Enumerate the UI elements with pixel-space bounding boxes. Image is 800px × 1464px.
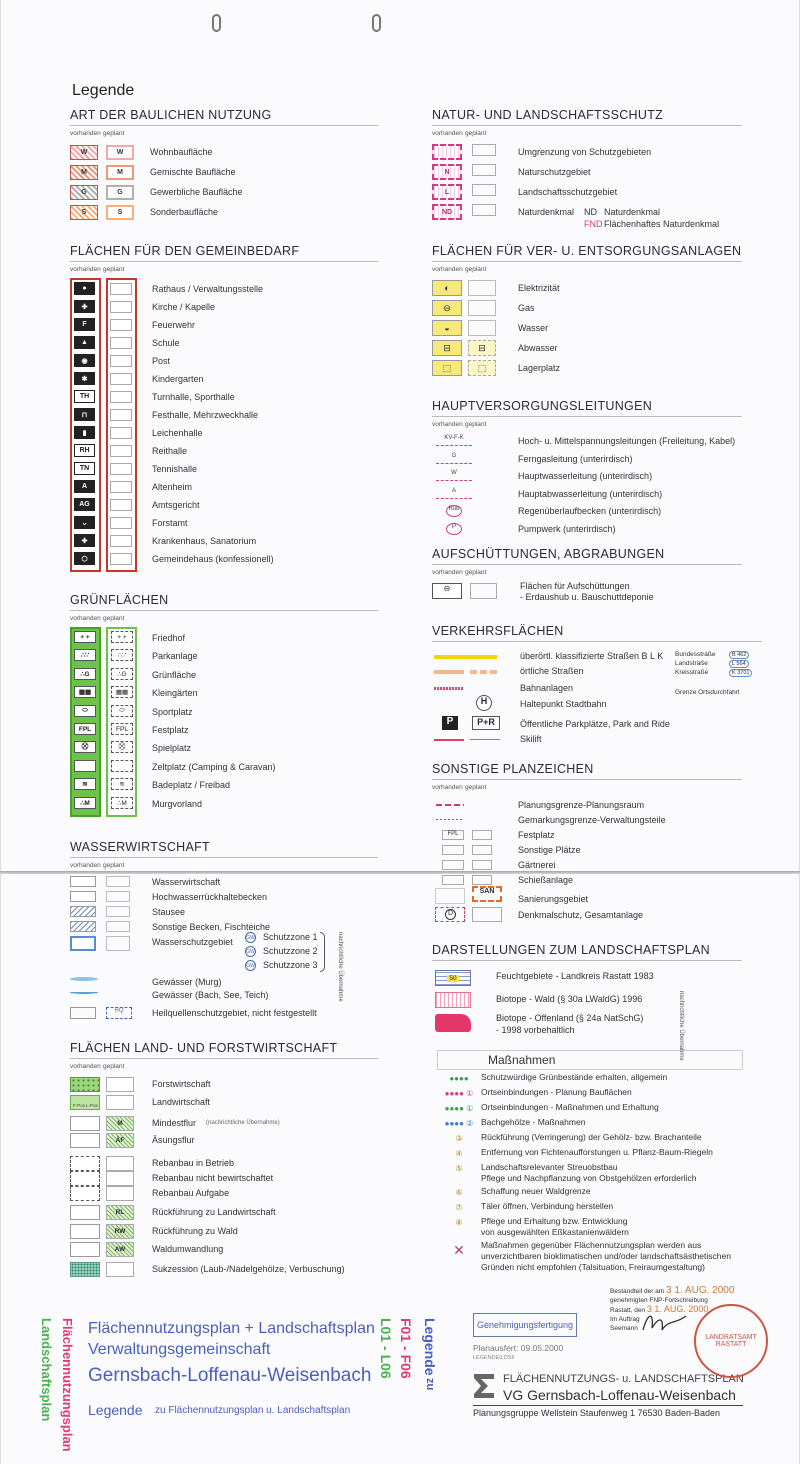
gruen-icon: FPL <box>74 723 96 735</box>
leitung-label: Hauptwasserleitung (unterirdisch) <box>518 471 653 481</box>
legend-title: Legende <box>72 82 135 99</box>
deponie-icon: ⊖ <box>432 583 462 599</box>
landforst-swatch-planned: AW <box>106 1242 134 1257</box>
wasser-label: Sonstige Becken, Fischteiche <box>152 922 271 932</box>
gemeinbedarf-label: Kirche / Kapelle <box>152 302 216 312</box>
wasser-swatch-existing <box>70 891 96 902</box>
landforst-label: Forstwirtschaft <box>152 1079 211 1089</box>
massnahme-row <box>437 1102 743 1116</box>
landforst-swatch-existing <box>70 1077 100 1092</box>
versorgung-label: Elektrizität <box>518 283 560 293</box>
landforst-swatch-existing <box>70 1262 100 1277</box>
bauliche-swatch-planned: M <box>106 165 134 180</box>
gruen-label: Grünfläche <box>152 669 197 680</box>
sonstige-label: Sanierungsgebiet <box>518 894 589 904</box>
gemeinbedarf-icon: ◉ <box>74 354 95 367</box>
versorgung-icon: ◒ <box>432 320 462 336</box>
massnahme-symbol: ●●●● ① <box>444 1103 474 1113</box>
section-darstellungen: DARSTELLUNGEN ZUM LANDSCHAFTSPLAN 50 Feuchtgebiete - Landkreis Rastatt 1983 Biotope - Wald (§ 30a LWaldG) 1996 Biotope - Offenland (§ 24a NatSchG) - 1998 vorbehaltlich nachrichtliche Übernahme <box>432 943 742 1043</box>
landforst-label: Rückführung zu Wald <box>152 1226 238 1236</box>
gemeinbedarf-icon: ✚ <box>74 300 95 313</box>
massnahme-label: Landschaftsrelevanter Streuobstbau Pflege und Nachpflanzung von Obstgehölzen erforderlich <box>481 1162 697 1183</box>
punch-hole-right <box>372 14 381 32</box>
bauliche-row <box>70 202 378 222</box>
bauliche-swatch-existing: G <box>70 185 98 200</box>
landforst-swatch-existing <box>70 1205 100 1220</box>
sonstige-label: Sonstige Plätze <box>518 845 581 855</box>
landforst-swatch-planned: ÄF <box>106 1133 134 1148</box>
gruen-icon: + + <box>74 631 96 643</box>
section-gemeinbedarf: FLÄCHEN FÜR DEN GEMEINBEDARF vorhanden geplant ● Rathaus / Verwaltungsstelle ✚ Kirche / Kapelle F Feuerwehr ▲ Schule ◉ Post ✱ Kindergarten TH Turnhalle, Sporthalle ⊓ Festhalle, Mehrzweckhalle ▮ Leichenhalle RH Reithalle TN Tennishalle A Altenheim AG Amtsgericht ⌄ Forstamt ✚ Krankenhaus, Sanatorium ⬡ Gemeindehaus (konfessionell) <box>70 244 378 574</box>
landforst-swatch-planned: RL <box>106 1205 134 1220</box>
gruen-icon: ⛒ <box>74 741 96 753</box>
gemeinbedarf-label: Forstamt <box>152 518 188 528</box>
approval-stamp: Bestandteil der am 3 1. AUG. 2000 genehmigten FNP-Fortschreibung Rastatt, den 3 1. AUG. 2000 Im Auftrag Seemann <box>610 1285 735 1332</box>
footer-vert-legende: Legende <box>422 1318 438 1376</box>
official-seal: LANDRATSAMT RASTATT <box>694 1304 768 1378</box>
road-local <box>434 670 464 674</box>
wasser-swatch-existing <box>70 906 96 917</box>
leitung-symbol: A <box>436 488 472 499</box>
landforst-swatch-existing <box>70 1116 100 1131</box>
section-title: GRÜNFLÄCHEN <box>70 593 378 611</box>
versorgung-icon: ⊟ <box>432 340 462 356</box>
road-code-badge: K 3701 <box>729 669 752 677</box>
gemeinbedarf-label: Festhalle, Mehrzweckhalle <box>152 410 259 420</box>
schutzzone-label: Schutzzone 3 <box>263 960 318 970</box>
gemeinbedarf-icon: ⌄ <box>74 516 95 529</box>
section-title: VERKEHRSFLÄCHEN <box>432 624 762 642</box>
gemeinbedarf-label: Amtsgericht <box>152 500 200 510</box>
massnahme-row <box>437 1117 743 1131</box>
massnahme-row <box>437 1132 743 1146</box>
footer-vert-fnp: Flächennutzungsplan <box>60 1318 75 1452</box>
sonstige-label: Denkmalschutz, Gesamtanlage <box>518 910 644 920</box>
denkmal-icon: D <box>445 909 456 920</box>
gruen-icon-planned: ⬭ <box>111 705 133 717</box>
gemeinbedarf-icon: ✱ <box>74 372 95 385</box>
gruen-icon: ▦▦ <box>74 686 96 698</box>
sonstige-label: Planungsgrenze-Planungsraum <box>518 800 645 810</box>
gemeinbedarf-icon: RH <box>74 444 95 457</box>
massnahme-label: Rückführung (Verringerung) der Gehölz- bzw. Brachanteile <box>481 1132 702 1142</box>
gemeinbedarf-icon: ⬡ <box>74 552 95 565</box>
versorgung-label: Lagerplatz <box>518 363 561 373</box>
section-wasser: WASSERWIRTSCHAFT vorhanden geplant Wasserwirtschaft Hochwasserrückhaltebecken Stausee Sonstige Becken, Fischteiche Wasserschutzgebiet GW Schutzzone 1 GW Schutzzone 2 GW Schutzzone 3 Gewässer (Murg) Gewässer (Bach, See, Teich) HQ Heilquellenschutzgebiet, nicht festgestellt <box>70 840 378 1024</box>
gemeinbedarf-label: Post <box>152 356 171 366</box>
massnahme-symbol: ✕ <box>453 1241 465 1258</box>
feucht-swatch: 50 <box>435 970 471 986</box>
landforst-label: Rebanbau nicht bewirtschaftet <box>152 1173 274 1183</box>
gruen-label: Murgvorland <box>152 798 203 809</box>
san-icon: SAN <box>472 886 502 902</box>
natur-swatch: ND <box>432 204 462 220</box>
massnahme-symbol: ●●●● <box>449 1073 469 1083</box>
natur-swatch: L <box>432 184 462 200</box>
gruen-label: Badeplatz / Freibad <box>152 780 231 791</box>
sonstige-label: Gemarkungsgrenze-Verwaltungsteile <box>518 815 666 825</box>
vg-title: VG Gernsbach-Loffenau-Weisenbach <box>503 1387 736 1403</box>
biotope-offenland-swatch <box>435 1014 471 1032</box>
gruen-icon: ≋ <box>74 778 96 790</box>
landforst-label: Rückführung zu Landwirtschaft <box>152 1207 276 1217</box>
gruen-icon: ∴M <box>74 797 96 809</box>
massnahme-row <box>437 1087 743 1101</box>
natur-label: Naturschutzgebiet <box>518 167 591 177</box>
landforst-swatch-planned <box>106 1186 134 1201</box>
versorgung-icon: ⊖ <box>432 300 462 316</box>
leitung-symbol: KV-F-K <box>436 435 472 446</box>
footer-line3: Gernsbach-Loffenau-Weisenbach <box>88 1365 372 1386</box>
section-title: FLÄCHEN FÜR VER- U. ENTSORGUNGSANLAGEN <box>432 244 742 262</box>
bauliche-label: Gewerbliche Baufläche <box>150 187 243 197</box>
massnahme-label: Entfernung von Fichtenaufforstungen u. Pflanz-Baum-Riegeln <box>481 1147 713 1157</box>
gruen-label: Parkanlage <box>152 651 198 662</box>
section-title: WASSERWIRTSCHAFT <box>70 840 378 858</box>
footer-zu: zu Flächennutzungsplan u. Landschaftsplan <box>155 1405 351 1416</box>
murg-swatch <box>70 977 98 981</box>
gemeinbedarf-icon: ▮ <box>74 426 95 439</box>
sonstige-swatch <box>442 860 464 870</box>
section-versorgung: FLÄCHEN FÜR VER- U. ENTSORGUNGSANLAGEN vorhanden geplant ◐ Elektrizität ⊖ Gas ◒ Wasser ⊟ ⊟ Abwasser ⬚ ⬚ Lagerplatz <box>432 244 742 378</box>
versorgung-label: Abwasser <box>518 343 558 353</box>
skilift-line <box>434 739 464 741</box>
section-verkehr: VERKEHRSFLÄCHEN überörtl. klassifizierte Straßen B L K örtliche Straßen Bahnanlagen H Haltepunkt Stadtbahn P P+R Öffentliche Parkplätze, Park and Ride Skilift Grenze Ortsdurchfahrt Bundesstraße B 462 Landstraße L 564 Kreisstraße K 3701 <box>432 624 762 766</box>
gruen-icon-planned: ▦▦ <box>111 686 133 698</box>
section-aufschuettung: AUFSCHÜTTUNGEN, ABGRABUNGEN vorhanden geplant ⊖ Flächen für Aufschüttungen - Erdaushub u. Bauschuttdeponie <box>432 547 742 605</box>
gemeinbedarf-label: Reithalle <box>152 446 188 456</box>
leitung-label: Pumpwerk (unterirdisch) <box>518 523 616 534</box>
massnahme-label: Täler öffnen, Verbindung herstellen <box>481 1201 614 1211</box>
landforst-label: Waldumwandlung <box>152 1244 224 1254</box>
gemeinbedarf-icon: F <box>74 318 95 331</box>
section-gruen: GRÜNFLÄCHEN vorhanden geplant + + + + Friedhof ∴∵ ∴∵ Parkanlage ∴G ∴G Grünfläche ▦▦ ▦▦ Kleingärten ⬭ ⬭ Sportplatz FPL FPL Festplatz ⛒ ⛒ Spielplatz Zeltplatz (Camping & Caravan) ≋ ≋ Badeplatz / Freibad ∴M ∴M Murgvorland <box>70 593 378 817</box>
wasser-swatch-existing <box>70 876 96 887</box>
schutzzone-icon: GW <box>245 960 256 971</box>
section-bauliche: ART DER BAULICHEN NUTZUNG vorhanden geplant W W Wohnbaufläche M M Gemischte Baufläche G G Gewerbliche Baufläche S S Sonderbaufläche <box>70 108 378 222</box>
sonstige-swatch <box>442 875 464 885</box>
massnahme-label: Bachgehölze - Maßnahmen <box>481 1117 586 1127</box>
gruen-icon-planned: ∴M <box>111 797 133 809</box>
massnahme-symbol: ④ <box>455 1148 463 1158</box>
landforst-label: Mindestflur <box>152 1118 197 1128</box>
landforst-label: Rebanbau Aufgabe <box>152 1188 230 1198</box>
gruen-icon: ∴G <box>74 668 96 680</box>
massnahme-label: Schaffung neuer Waldgrenze <box>481 1186 591 1196</box>
road-code-badge: B 462 <box>729 651 749 659</box>
bauliche-row <box>70 162 378 182</box>
fnp-lp-title: FLÄCHENNUTZUNGS- u. LANDSCHAFTSPLAN <box>503 1373 744 1385</box>
footer-f01: F01 - F06 <box>398 1318 414 1379</box>
park-ride-icon: P+R <box>472 716 500 730</box>
wasser-swatch-existing <box>70 921 96 932</box>
bauliche-swatch-existing: W <box>70 145 98 160</box>
landforst-label: Landwirtschaft <box>152 1097 211 1107</box>
hq-icon: HQ <box>106 1007 132 1019</box>
landforst-swatch-planned: RW <box>106 1224 134 1239</box>
massnahme-row <box>437 1216 743 1238</box>
planungsgruppe-address: Planungsgruppe Wellstein Staufenweg 1 76530 Baden-Baden <box>473 1408 721 1418</box>
wasser-label: Wasserwirtschaft <box>152 877 221 887</box>
parking-icon: P <box>442 716 458 730</box>
bauliche-label: Sonderbaufläche <box>150 207 219 217</box>
natur-label: Naturdenkmal <box>518 207 575 217</box>
bach-swatch <box>70 991 98 994</box>
landforst-label: Äsungsflur <box>152 1135 195 1145</box>
wasser-label: Wasserschutzgebiet <box>152 937 233 947</box>
gemeinbedarf-label: Feuerwehr <box>152 320 196 330</box>
massnahme-row <box>437 1240 743 1273</box>
massnahme-row <box>437 1201 743 1215</box>
massnahme-label: Schutzwürdige Grünbestände erhalten, allgemein <box>481 1072 668 1082</box>
versorgung-icon: ◐ <box>432 280 462 296</box>
massnahme-symbol: ⑤ <box>455 1163 463 1173</box>
gemeinbedarf-label: Rathaus / Verwaltungsstelle <box>152 284 264 294</box>
gemeinbedarf-icon: A <box>74 480 95 493</box>
section-title: DARSTELLUNGEN ZUM LANDSCHAFTSPLAN <box>432 943 742 961</box>
gemeinbedarf-icon: AG <box>74 498 95 511</box>
gruen-icon-planned <box>111 760 133 772</box>
bauliche-row <box>70 142 378 162</box>
leitung-label: Hauptabwasserleitung (unterirdisch) <box>518 488 663 499</box>
massnahme-label: Ortseinbindungen - Planung Bauflächen <box>481 1087 632 1097</box>
planungsgruppe-logo <box>472 1372 496 1400</box>
gemeinbedarf-label: Altenheim <box>152 482 193 492</box>
massnahme-row <box>437 1162 743 1184</box>
gruen-icon-planned: + + <box>111 631 133 643</box>
road-type-label: Landstraße <box>675 660 708 667</box>
landforst-swatch-existing <box>70 1224 100 1239</box>
gruen-icon-planned: ≋ <box>111 778 133 790</box>
massnahme-row <box>437 1072 743 1086</box>
massnahme-symbol: ⑧ <box>455 1217 463 1227</box>
section-title: AUFSCHÜTTUNGEN, ABGRABUNGEN <box>432 547 742 565</box>
section-sonstige: SONSTIGE PLANZEICHEN vorhanden geplant Planungsgrenze-Planungsraum Gemarkungsgrenze-Verwaltungsteile FPL Festplatz Sonstige Plätze Gärtnerei Schießanlage SAN Sanierungsgebiet D Denkmalschutz, Gesamtanlage <box>432 762 742 926</box>
massnahme-symbol: ③ <box>455 1133 463 1143</box>
road-code-badge: L 564 <box>729 660 749 668</box>
landforst-swatch-planned <box>106 1156 134 1171</box>
gruen-label: Zeltplatz (Camping & Caravan) <box>152 761 276 772</box>
halt-icon: H <box>476 695 492 711</box>
natur-swatch: N <box>432 164 462 180</box>
footer-l01: L01 - L06 <box>378 1318 394 1379</box>
landforst-swatch-planned <box>106 1171 134 1186</box>
gruen-icon: ⬭ <box>74 705 96 717</box>
gruen-label: Festplatz <box>152 725 189 735</box>
punch-hole-left <box>212 14 221 32</box>
footer-vert-lp: Landschaftsplan <box>39 1318 54 1422</box>
gemeinbedarf-icon: ✚ <box>74 534 95 547</box>
gruen-label: Sportplatz <box>152 706 193 717</box>
massnahme-symbol: ●●●● ② <box>444 1118 474 1128</box>
massnahme-label: Ortseinbindungen - Maßnahmen und Erhaltung <box>481 1102 659 1112</box>
versorgung-icon: ⬚ <box>432 360 462 376</box>
section-massnahmen <box>437 1050 743 1275</box>
schutzzone-icon: GW <box>245 946 256 957</box>
massnahme-symbol: ●●●● ① <box>444 1088 474 1098</box>
section-title: ART DER BAULICHEN NUTZUNG <box>70 108 378 126</box>
bauliche-label: Gemischte Baufläche <box>150 167 236 177</box>
massnahme-symbol: ⑦ <box>455 1202 463 1212</box>
gemeinbedarf-label: Turnhalle, Sporthalle <box>152 392 235 402</box>
gemeinbedarf-icon: ● <box>74 282 95 295</box>
landforst-swatch-existing <box>70 1156 100 1171</box>
signature <box>640 1310 690 1336</box>
bauliche-label: Wohnbaufläche <box>150 147 213 157</box>
landforst-swatch-planned <box>106 1095 134 1110</box>
landforst-label: Sukzession (Laub-/Nadelgehölze, Verbuschung) <box>152 1264 345 1274</box>
landforst-swatch-existing <box>70 1171 100 1186</box>
gruen-label: Friedhof <box>152 633 186 643</box>
gruen-icon-planned: ∴∵ <box>111 649 133 661</box>
leitung-symbol: W <box>436 470 472 481</box>
landforst-swatch-existing <box>70 1133 100 1148</box>
sonstige-swatch <box>442 845 464 855</box>
gemeinbedarf-icon: ▲ <box>74 336 95 349</box>
gemeinbedarf-label: Kindergarten <box>152 374 204 384</box>
wasser-label: Stausee <box>152 907 186 917</box>
bauliche-swatch-planned: W <box>106 145 134 160</box>
landforst-label: Rebanbau in Betrieb <box>152 1158 235 1168</box>
gemeinbedarf-label: Gemeindehaus (konfessionell) <box>152 554 274 564</box>
leitung-symbol: G <box>436 453 472 464</box>
bauliche-swatch-planned: S <box>106 205 134 220</box>
gruen-label: Spielplatz <box>152 743 192 754</box>
gruen-icon-planned: ∴G <box>111 668 133 680</box>
massnahme-label: Pflege und Erhaltung bzw. Entwicklung von ausgewählten Eßkastanienwäldern <box>481 1216 629 1237</box>
section-title: FLÄCHEN FÜR DEN GEMEINBEDARF <box>70 244 378 262</box>
sonstige-label: Festplatz <box>518 830 555 840</box>
section-title: FLÄCHEN LAND- UND FORSTWIRTSCHAFT <box>70 1041 378 1059</box>
rail <box>434 687 464 690</box>
gemeinbedarf-label: Leichenhalle <box>152 428 203 438</box>
massnahme-row <box>437 1186 743 1200</box>
bauliche-row <box>70 182 378 202</box>
natur-label: Landschaftsschutzgebiet <box>518 187 618 197</box>
gemeinbedarf-label: Krankenhaus, Sanatorium <box>152 536 257 546</box>
section-landforst: FLÄCHEN LAND- UND FORSTWIRTSCHAFT vorhanden geplant Forstwirtschaft Landwirtschaft M Mindestflur ÄF Äsungsflur Rebanbau in Betrieb Rebanbau nicht bewirtschaftet Rebanbau Aufgabe RL Rückführung zu Landwirtschaft RW Rückführung zu Wald AW Waldumwandlung Sukzession (Laub-/Nadelgehölze, Verbuschung) (nachrichtliche Übernahme) F-Pos L-Pos <box>70 1041 378 1290</box>
natur-label: Umgrenzung von Schutzgebieten <box>518 147 652 157</box>
section-natur: NATUR- UND LANDSCHAFTSSCHUTZ vorhanden geplant Umgrenzung von Schutzgebieten N Naturschutzgebiet L Landschaftsschutzgebiet ND Naturdenkmal ND Naturdenkmal FND Flächenhaftes Naturdenkmal <box>432 108 742 232</box>
leitung-symbol: Rüb <box>446 505 462 517</box>
gruen-icon-planned: ⛒ <box>111 741 133 753</box>
schutzzone-label: Schutzzone 1 <box>263 932 318 942</box>
footer-legende: Legende <box>88 1402 143 1418</box>
gemeinbedarf-icon: TH <box>74 390 95 403</box>
gruen-icon: ∴∵ <box>74 649 96 661</box>
sonstige-label: Schießanlage <box>518 875 574 885</box>
gemeinbedarf-label: Schule <box>152 338 180 348</box>
gruen-icon-planned: FPL <box>111 723 133 735</box>
footer-vert-zu: zu <box>424 1378 436 1391</box>
bauliche-swatch-existing: M <box>70 165 98 180</box>
natur-swatch <box>432 144 462 160</box>
footer-line2: Verwaltungsgemeinschaft <box>88 1341 271 1358</box>
landforst-swatch-planned: M <box>106 1116 134 1131</box>
massnahmen-title: Maßnahmen <box>437 1050 743 1070</box>
genehmigung-box: Genehmigungsfertigung <box>473 1313 577 1337</box>
leitung-label: Ferngasleitung (unterirdisch) <box>518 453 633 464</box>
wasser-swatch-existing <box>70 936 96 951</box>
schutzzone-icon: GW <box>245 932 256 943</box>
leitung-label: Regenüberlaufbecken (unterirdisch) <box>518 506 662 516</box>
leitung-symbol: P <box>446 523 462 535</box>
bauliche-swatch-planned: G <box>106 185 134 200</box>
gruen-icon <box>74 760 96 772</box>
section-title: HAUPTVERSORGUNGSLEITUNGEN <box>432 399 742 417</box>
versorgung-label: Wasser <box>518 323 549 333</box>
road-type-label: Kreisstraße <box>675 669 709 676</box>
section-title: NATUR- UND LANDSCHAFTSSCHUTZ <box>432 108 742 126</box>
massnahme-symbol: ⑥ <box>455 1187 463 1197</box>
section-title: SONSTIGE PLANZEICHEN <box>432 762 742 780</box>
massnahme-label: Maßnahmen gegenüber Flächennutzungsplan werden aus unverzichtbaren bioklimatischen und/oder landschaftsästhetischen Gründen nicht empfohlen (Talsituation, Freiraumgestaltung) <box>481 1240 731 1272</box>
landforst-swatch-planned <box>106 1077 134 1092</box>
versorgung-label: Gas <box>518 303 535 313</box>
sonstige-swatch: FPL <box>442 830 464 840</box>
gemeinbedarf-icon: TN <box>74 462 95 475</box>
landforst-swatch-existing <box>70 1242 100 1257</box>
landforst-swatch-existing <box>70 1186 100 1201</box>
wasser-label: Hochwasserrückhaltebecken <box>152 892 268 902</box>
bauliche-swatch-existing: S <box>70 205 98 220</box>
leitung-label: Hoch- u. Mittelspannungsleitungen (Freileitung, Kabel) <box>518 436 736 446</box>
gemeinbedarf-label: Tennishalle <box>152 464 198 474</box>
landforst-swatch-planned <box>106 1262 134 1277</box>
gemeinbedarf-icon: ⊓ <box>74 408 95 421</box>
footer-line1: Flächennutzungsplan + Landschaftsplan <box>88 1320 375 1337</box>
massnahme-row <box>437 1147 743 1161</box>
road-type-label: Bundesstraße <box>675 651 716 658</box>
sonstige-label: Gärtnerei <box>518 860 556 870</box>
section-leitungen: HAUPTVERSORGUNGSLEITUNGEN vorhanden geplant KV-F-K Hoch- u. Mittelspannungsleitungen (Freileitung, Kabel) G Ferngasleitung (unterirdisch) W Hauptwasserleitung (unterirdisch) A Hauptabwasserleitung (unterirdisch) Rüb Regenüberlaufbecken (unterirdisch) P Pumpwerk (unterirdisch) <box>432 399 742 543</box>
gruen-label: Kleingärten <box>152 688 198 699</box>
biotope-wald-swatch <box>435 992 471 1008</box>
schutzzone-label: Schutzzone 2 <box>263 946 318 956</box>
